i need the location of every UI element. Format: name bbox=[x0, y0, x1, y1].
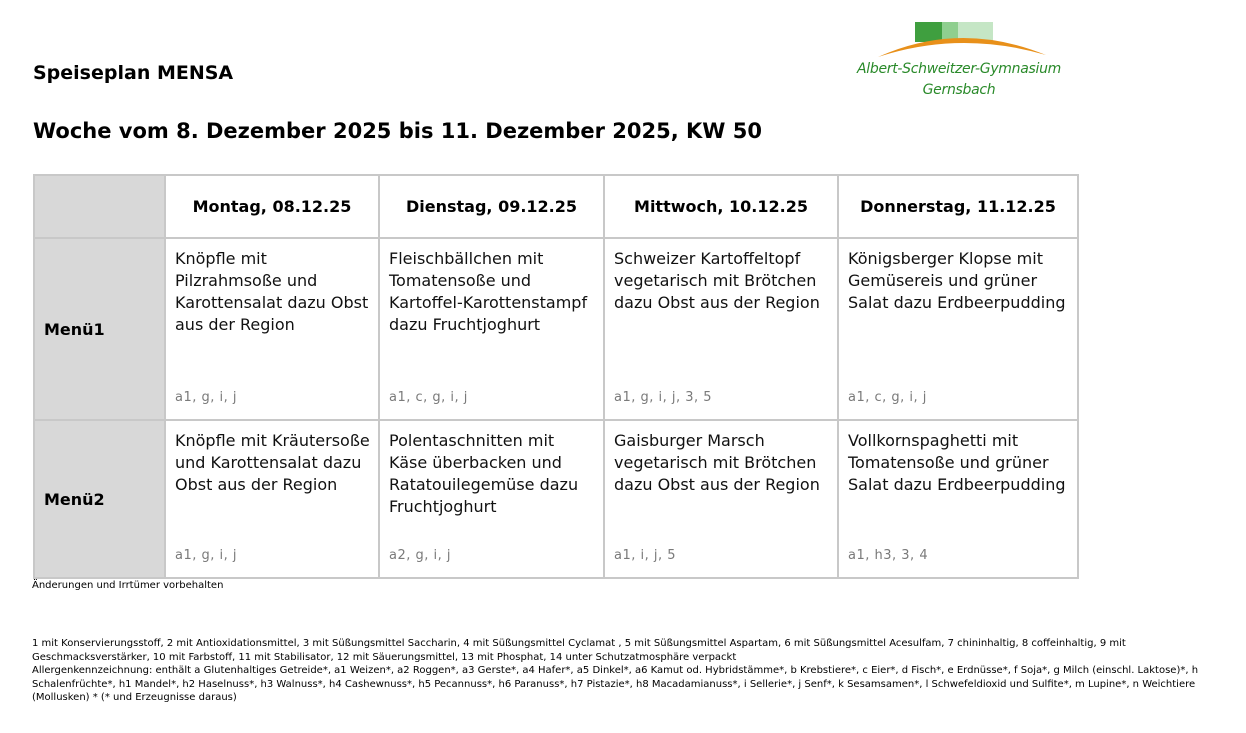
school-logo-emblem bbox=[850, 20, 1075, 60]
dish-text: Vollkornspaghetti mit Tomatensoße und grüner Salat dazu Erdbeerpudding bbox=[848, 431, 1066, 494]
dish-text: Knöpfle mit Pilzrahmsoße und Karottensalat dazu Obst aus der Region bbox=[175, 249, 369, 334]
menu-label: Menü2 bbox=[34, 420, 165, 578]
dish-text: Knöpfle mit Kräutersoße und Karottensalat dazu Obst aus der Region bbox=[175, 431, 370, 494]
allergen-codes: a2, g, i, j bbox=[389, 548, 452, 563]
dish-text: Fleischbällchen mit Tomatensoße und Kartoffel-Karottenstampf dazu Fruchtjoghurt bbox=[389, 249, 588, 334]
menu-cell bbox=[165, 238, 379, 420]
day-header-monday: Montag, 08.12.25 bbox=[165, 175, 379, 238]
day-header-tuesday: Dienstag, 09.12.25 bbox=[379, 175, 604, 238]
day-header-wednesday: Mittwoch, 10.12.25 bbox=[604, 175, 838, 238]
dish-text: Königsberger Klopse mit Gemüsereis und grüner Salat dazu Erdbeerpudding bbox=[848, 249, 1066, 312]
table-row bbox=[34, 238, 1078, 420]
table-corner bbox=[34, 175, 165, 238]
allergen-codes: a1, i, j, 5 bbox=[614, 548, 677, 563]
table-row bbox=[34, 420, 1078, 578]
menu-label: Menü1 bbox=[34, 238, 165, 420]
allergen-codes: a1, g, i, j bbox=[175, 548, 238, 563]
menu-cell bbox=[838, 238, 1078, 420]
menu-cell bbox=[379, 420, 604, 578]
disclaimer-note: Änderungen und Irrtümer vorbehalten bbox=[32, 580, 224, 591]
allergen-codes: a1, c, g, i, j bbox=[848, 390, 927, 405]
allergen-codes: a1, h3, 3, 4 bbox=[848, 548, 929, 563]
menu-cell bbox=[379, 238, 604, 420]
allergen-codes: a1, c, g, i, j bbox=[389, 390, 468, 405]
menu-cell bbox=[838, 420, 1078, 578]
allergen-codes: a1, g, i, j bbox=[175, 390, 238, 405]
day-header-thursday: Donnerstag, 11.12.25 bbox=[838, 175, 1078, 238]
additives-legend: 1 mit Konservierungsstoff, 2 mit Antioxidationsmittel, 3 mit Süßungsmittel Saccharin, 4 mit Süßungsmittel Cyclamat , 5 mit Süßungsmittel Aspartam, 6 mit Süßungsmittel Acesulfam, 7 chininhaltig, 8 coffeinhaltig, 9 mit Geschmacksverstärker, 10 mit Farbstoff, 11 mit Stabilisator, 12 mit Säuerungsmittel, 13 mit Phosphat, 14 unter Schutzatmosphäre verpackt bbox=[32, 638, 1126, 663]
menu-cell bbox=[165, 420, 379, 578]
school-name: Albert-Schweitzer-Gymnasium bbox=[857, 61, 1061, 77]
menu-table bbox=[33, 174, 1079, 579]
school-town: Gernsbach bbox=[922, 82, 996, 98]
school-logo bbox=[850, 20, 1075, 105]
allergen-codes: a1, g, i, j, 3, 5 bbox=[614, 390, 713, 405]
dish-text: Gaisburger Marsch vegetarisch mit Brötchen dazu Obst aus der Region bbox=[614, 431, 820, 494]
menu-cell bbox=[604, 420, 838, 578]
dish-text: Polentaschnitten mit Käse überbacken und Ratatouilegemüse dazu Fruchtjoghurt bbox=[389, 431, 579, 516]
dish-text: Schweizer Kartoffeltopf vegetarisch mit Brötchen dazu Obst aus der Region bbox=[614, 249, 820, 312]
footnotes bbox=[32, 637, 1232, 705]
page-title: Speiseplan MENSA bbox=[33, 62, 234, 84]
table-header-row bbox=[34, 175, 1078, 238]
week-heading: Woche vom 8. Dezember 2025 bis 11. Dezember 2025, KW 50 bbox=[33, 119, 762, 143]
allergen-legend: Allergenkennzeichnung: enthält a Glutenhaltiges Getreide*, a1 Weizen*, a2 Roggen*, a3 Gerste*, a4 Hafer*, a5 Dinkel*, a6 Kamut od. Hybridstämme*, b Krebstiere*, c Eier*, d Fisch*, e Erdnüsse*, f Soja*, g Milch (einschl. Laktose)*, h Schalenfrüchte*, h1 Mandel*, h2 Haselnuss*, h3 Walnuss*, h4 Cashewnuss*, h5 Pecannuss*, h6 Paranuss*, h7 Pistazie*, h8 Macadamianuss*, i Sellerie*, j Senf*, k Sesamsamen*, l Schwefeldioxid und Sulfite*, m Lupine*, n Weichtiere (Mollusken) * (* und Erzeugnisse daraus) bbox=[32, 665, 1199, 703]
menu-cell bbox=[604, 238, 838, 420]
